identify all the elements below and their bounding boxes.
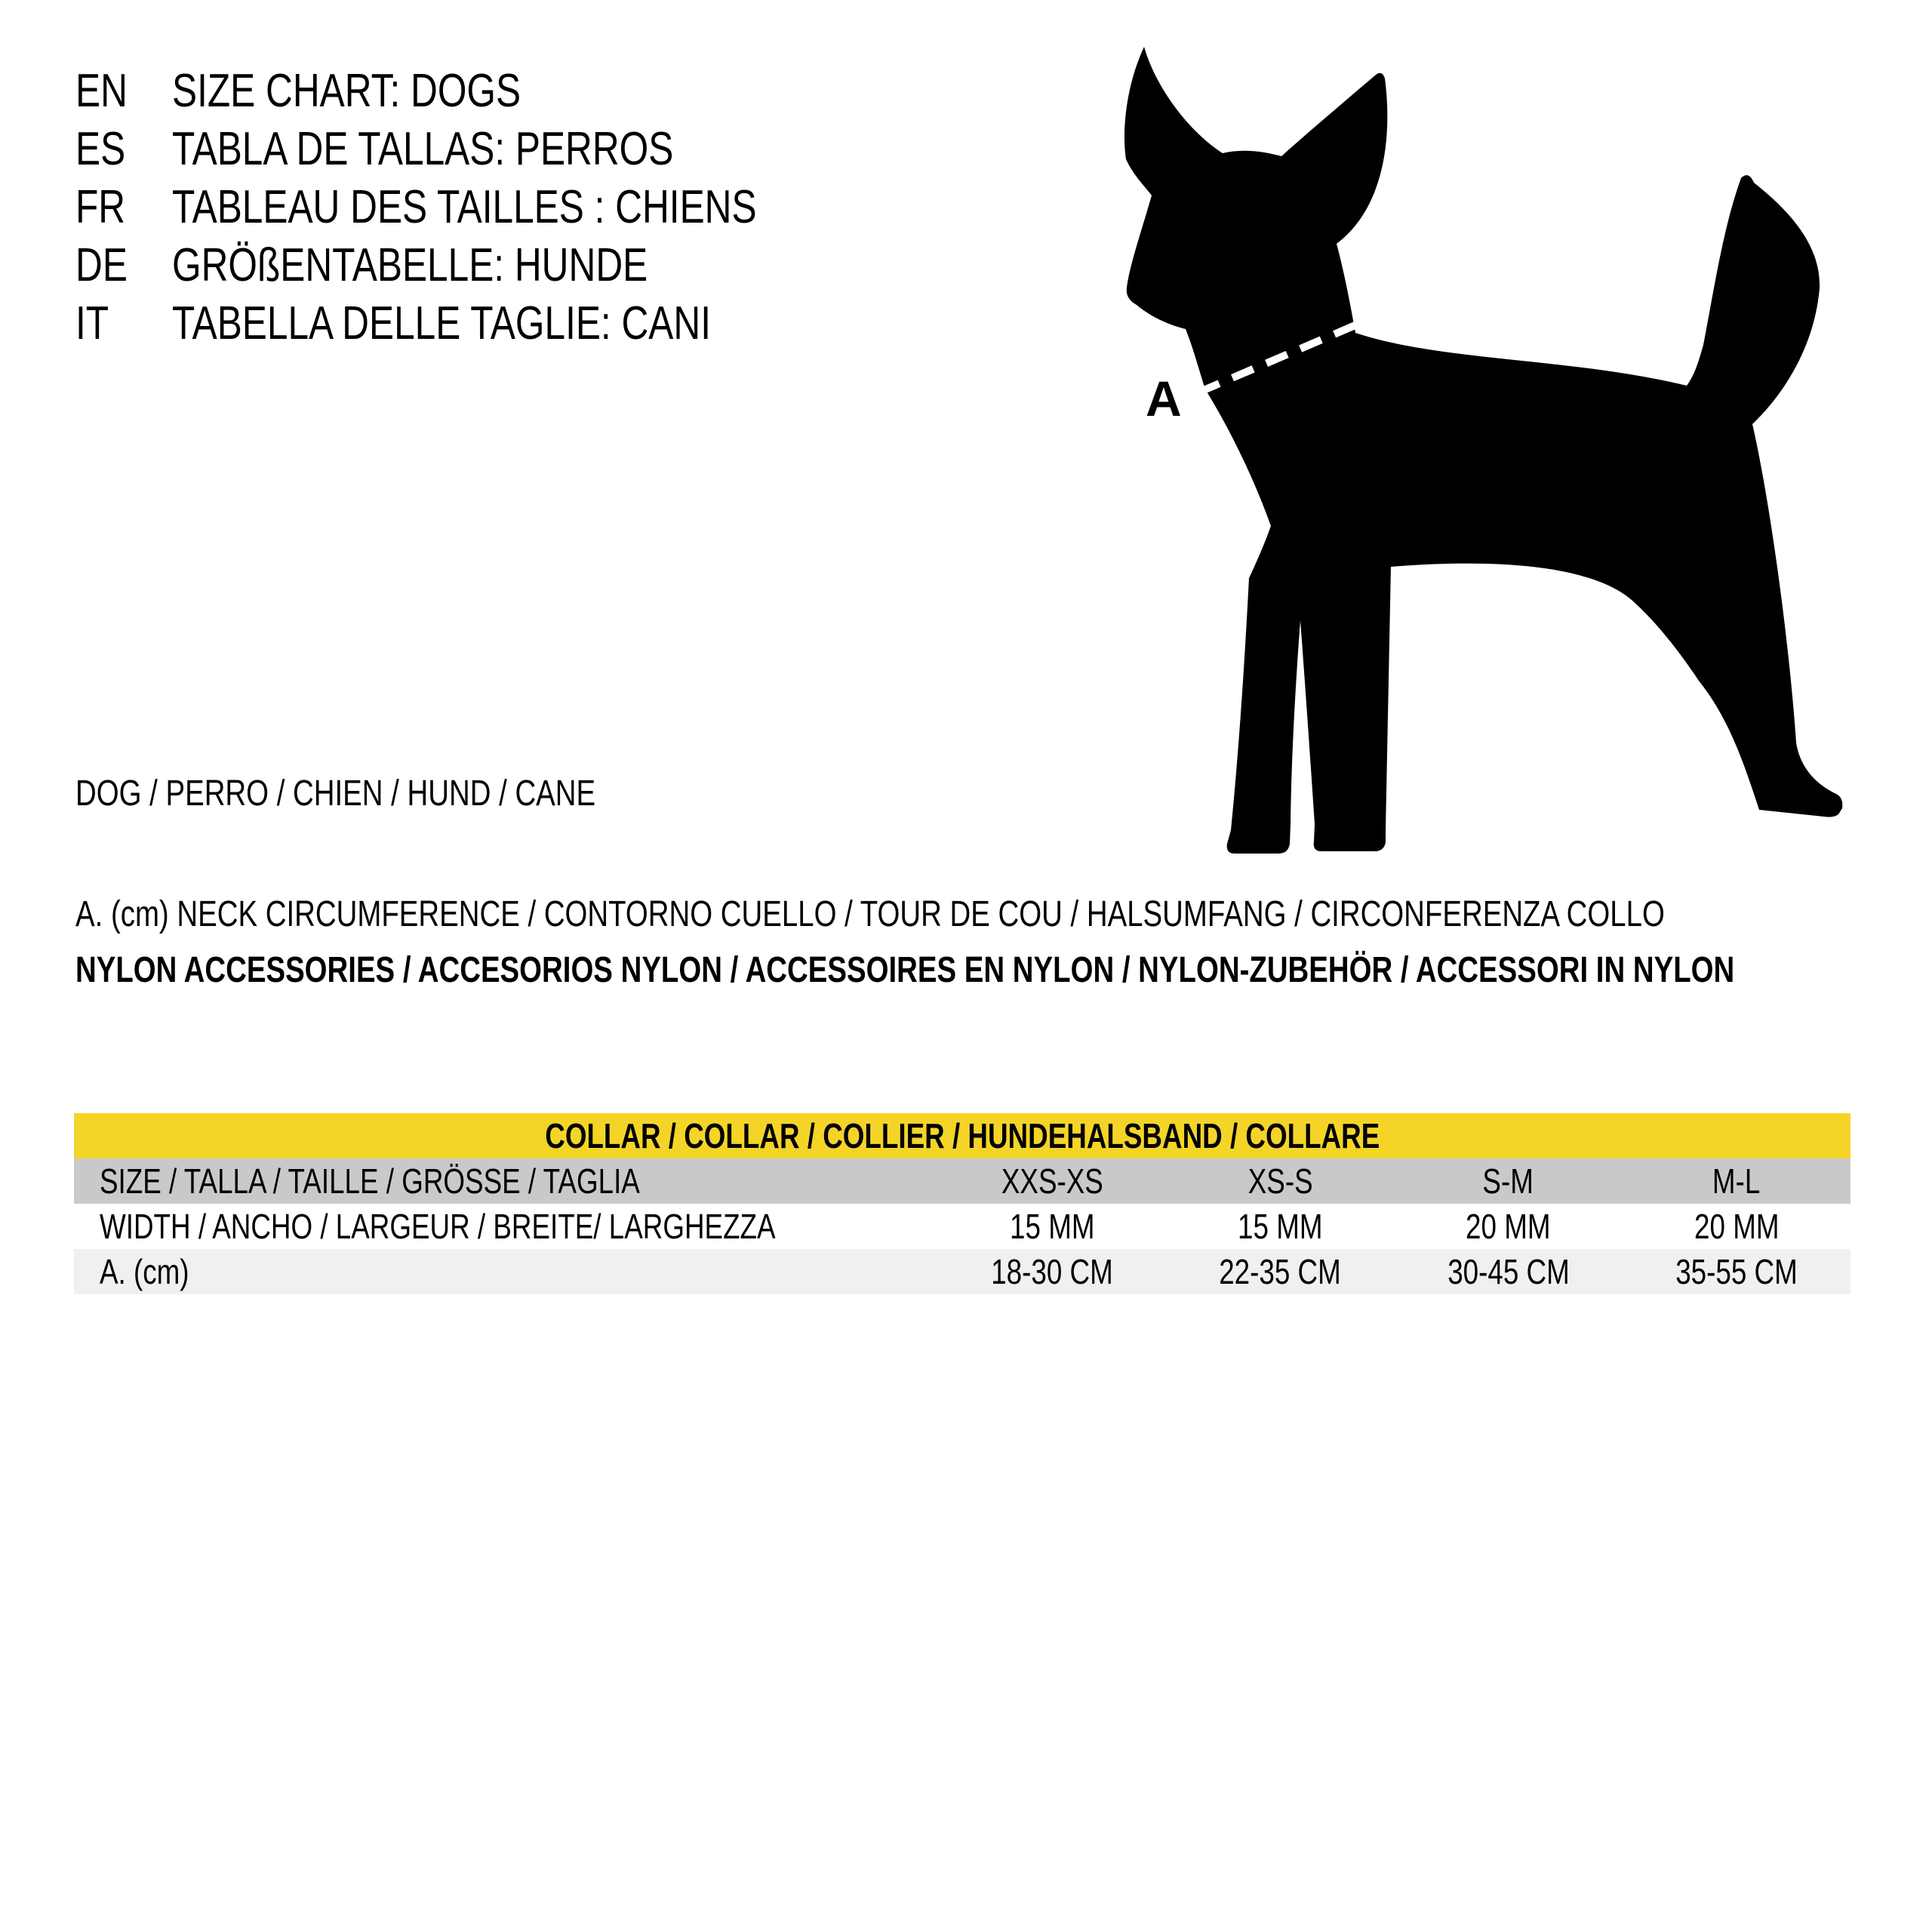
neck-col-1: 18-30 CM bbox=[991, 1252, 1113, 1291]
lang-code-de: DE bbox=[75, 239, 128, 291]
width-col-1: 15 MM bbox=[1009, 1207, 1095, 1246]
table-row-width bbox=[74, 1204, 1850, 1249]
table-title: COLLAR / COLLAR / COLLIER / HUNDEHALSBAND / COLLARE bbox=[545, 1116, 1380, 1155]
neck-col-2: 22-35 CM bbox=[1219, 1252, 1342, 1291]
measure-label-a: A bbox=[1146, 371, 1182, 426]
collar-size-table bbox=[74, 1113, 1850, 1294]
size-col-1: XXS-XS bbox=[1001, 1161, 1103, 1201]
neck-col-4: 35-55 CM bbox=[1675, 1252, 1798, 1291]
width-col-3: 20 MM bbox=[1466, 1207, 1551, 1246]
lang-title-it: TABELLA DELLE TAGLIE: CANI bbox=[172, 297, 711, 349]
animal-caption: DOG / PERRO / CHIEN / HUND / CANE bbox=[75, 774, 596, 814]
size-col-3: S-M bbox=[1482, 1161, 1534, 1201]
width-col-2: 15 MM bbox=[1238, 1207, 1323, 1246]
lang-title-es: TABLA DE TALLAS: PERROS bbox=[172, 123, 674, 175]
lang-row-it bbox=[75, 294, 903, 352]
table-row-neck bbox=[74, 1249, 1850, 1294]
size-col-4: M-L bbox=[1712, 1161, 1761, 1201]
neck-col-3: 30-45 CM bbox=[1447, 1252, 1570, 1291]
width-col-4: 20 MM bbox=[1694, 1207, 1780, 1246]
lang-title-de: GRÖßENTABELLE: HUNDE bbox=[172, 239, 648, 291]
lang-title-en: SIZE CHART: DOGS bbox=[172, 65, 521, 117]
row-label-size: SIZE / TALLA / TAILLE / GRÖSSE / TAGLIA bbox=[100, 1161, 640, 1201]
dog-silhouette bbox=[1124, 47, 1842, 854]
row-label-neck: A. (cm) bbox=[100, 1252, 189, 1291]
lang-row-en bbox=[75, 62, 903, 120]
lang-title-fr: TABLEAU DES TAILLES : CHIENS bbox=[172, 181, 757, 233]
table-row-size bbox=[74, 1158, 1850, 1204]
language-title-list bbox=[75, 62, 903, 352]
lang-row-es bbox=[75, 120, 903, 178]
row-label-width: WIDTH / ANCHO / LARGEUR / BREITE/ LARGHEZZA bbox=[100, 1207, 776, 1246]
measurement-note: A. (cm) NECK CIRCUMFERENCE / CONTORNO CUELLO / TOUR DE COU / HALSUMFANG / CIRCONFERENZA COLLO bbox=[75, 894, 1665, 934]
table-header bbox=[74, 1113, 1850, 1158]
lang-row-fr bbox=[75, 178, 903, 236]
lang-row-de bbox=[75, 236, 903, 294]
lang-code-fr: FR bbox=[75, 181, 126, 233]
lang-code-es: ES bbox=[75, 123, 126, 175]
dog-silhouette-figure bbox=[1079, 38, 1894, 860]
lang-code-it: IT bbox=[75, 297, 109, 349]
lang-code-en: EN bbox=[75, 65, 128, 117]
material-note: NYLON ACCESSORIES / ACCESORIOS NYLON / ACCESSOIRES EN NYLON / NYLON-ZUBEHÖR / ACCESSORI IN NYLON bbox=[75, 950, 1735, 990]
size-col-2: XS-S bbox=[1247, 1161, 1313, 1201]
